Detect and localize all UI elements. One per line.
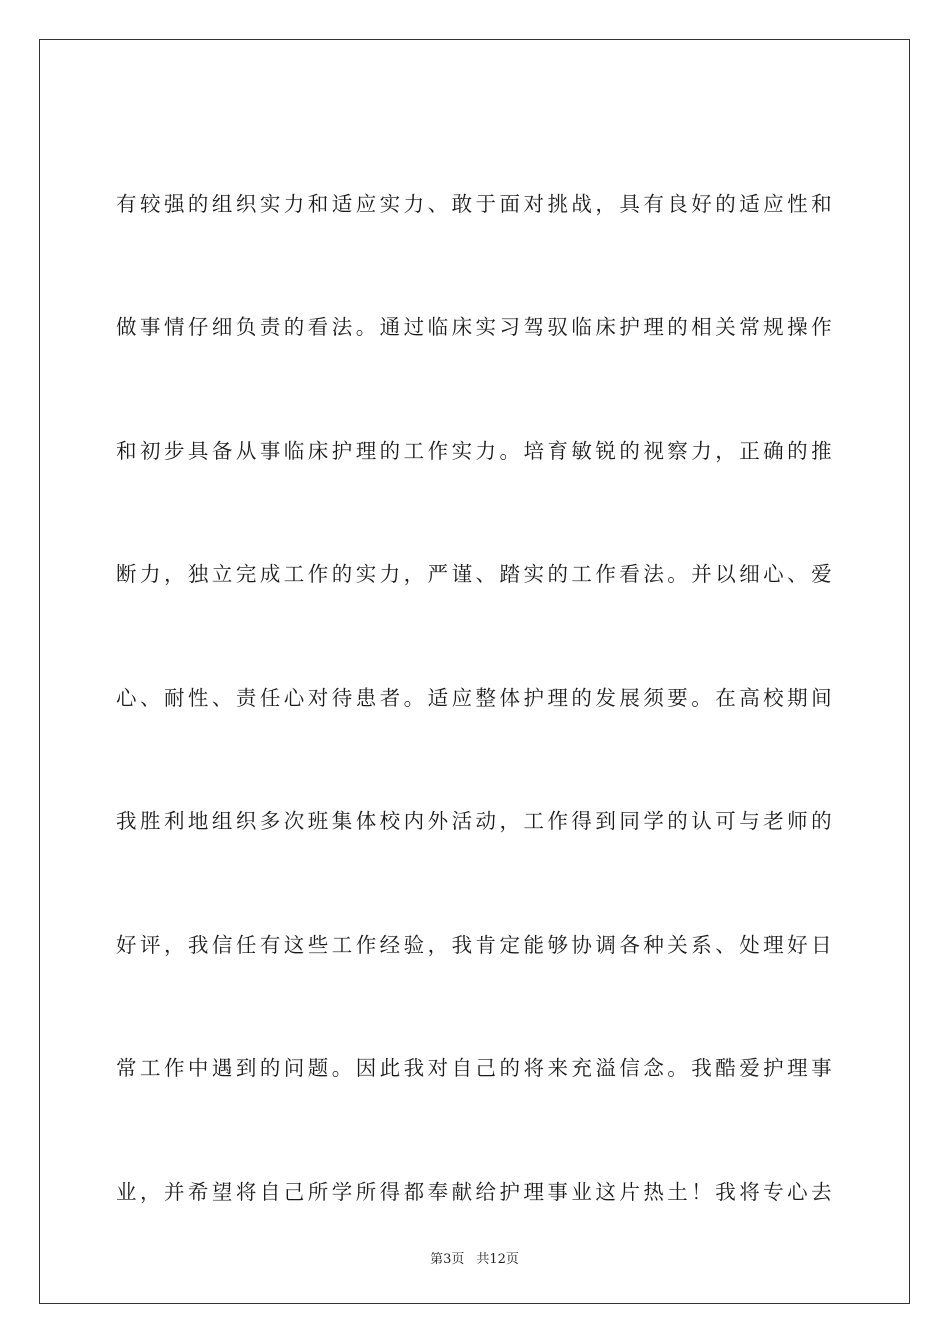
page-total: 共12页: [476, 1252, 519, 1267]
text-line: 和 初 步 具 备 从 事 临 床 护 理 的 工 作 实 力 。 培 育 敏 锐 的 视 察 力 ， 正 确 的 推: [116, 438, 832, 463]
page-number: 第3页: [430, 1252, 465, 1267]
page-footer: [40, 1248, 909, 1267]
text-line: 做 事 情 仔 细 负 责 的 看 法 。 通 过 临 床 实 习 驾 驭 临 床 护 理 的 相 关 常 规 操 作: [116, 315, 832, 340]
text-line: 有 较 强 的 组 织 实 力 和 适 应 实 力 、 敢 于 面 对 挑 战 ， 具 有 良 好 的 适 应 性 和: [116, 191, 832, 216]
text-line: 业 ， 并 希 望 将 自 己 所 学 所 得 都 奉 献 给 护 理 事 业 这 片 热 土 ！ 我 将 专 心 去: [116, 1179, 832, 1204]
text-line: 常 工 作 中 遇 到 的 问 题 。 因 此 我 对 自 己 的 将 来 充 溢 信 念 。 我 酷 爱 护 理 事: [116, 1056, 832, 1081]
text-line: 断 力 ， 独 立 完 成 工 作 的 实 力 ， 严 谨 、 踏 实 的 工 作 看 法 。 并 以 细 心 、 爱: [116, 562, 832, 587]
body-text: [116, 140, 832, 1252]
text-line: 好 评 ， 我 信 任 有 这 些 工 作 经 验 ， 我 肯 定 能 够 协 调 各 种 关 系 、 处 理 好 日: [116, 932, 832, 957]
text-line: 我 胜 利 地 组 织 多 次 班 集 体 校 内 外 活 动 ， 工 作 得 到 同 学 的 认 可 与 老 师 的: [116, 809, 832, 834]
text-line: 心 、 耐 性 、 责 任 心 对 待 患 者 。 适 应 整 体 护 理 的 发 展 须 要 。 在 高 校 期 间: [116, 685, 832, 710]
page-frame: [39, 39, 910, 1304]
